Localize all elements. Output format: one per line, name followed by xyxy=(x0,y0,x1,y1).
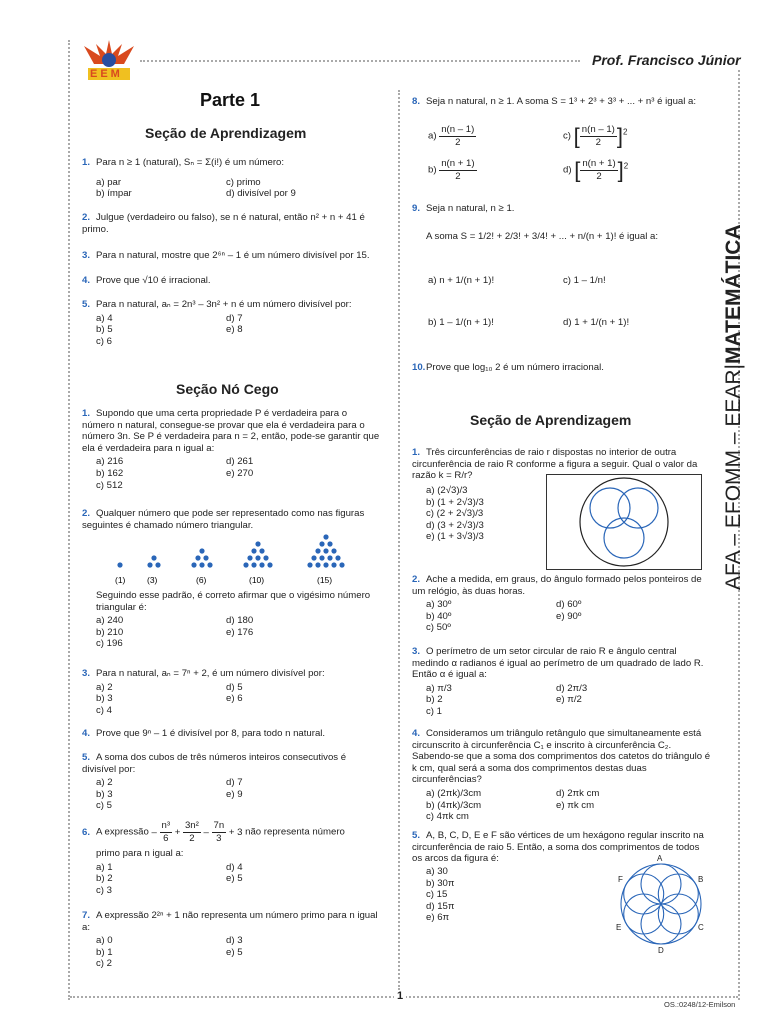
r-question-2: 2. Ache a medida, em graus, do ângulo formado pelos ponteiros de um relógio, às duas horas. a) 30º d) 60º b) 40º e) 90º c) 50º xyxy=(412,574,702,634)
nc-question-3: 3. Para n natural, aₙ = 7ⁿ + 2, é um número divisível por: a) 2 d) 5 b) 3 e) 6 c) 4 xyxy=(82,668,325,716)
vertex-d: D xyxy=(658,946,664,955)
three-circles-figure xyxy=(546,474,702,570)
nc-question-2: 2. Qualquer número que pode ser representado como nas figuras seguintes é chamado número triangular. xyxy=(82,508,365,531)
page-title: Parte 1 xyxy=(200,90,261,110)
tri-label-15: (15) xyxy=(317,575,333,585)
section-title-aprendizagem: Seção de Aprendizagem xyxy=(145,125,307,141)
question-2: 2. Julgue (verdadeiro ou falso), se n é natural, então n² + n + 41 é primo. xyxy=(82,212,365,235)
side-title-subject: MATEMÁTICA xyxy=(722,224,745,364)
nc-question-7: 7. A expressão 2²ⁿ + 1 não representa um número primo para n igual a: a) 0 d) 3 b) 1 e) 5 c) 2 xyxy=(82,910,378,970)
vertex-e: E xyxy=(616,923,622,932)
nc-question-6: 6. A expressão – $\frac{\text{n³}}{6}$ + $\frac{\text{3n²}}{2}$ – $\frac{7n}{3}$ + 3 não representa número primo para n igual a: a) 1 d) 4 b) 2 e) 5 c) 3 xyxy=(82,820,345,896)
tri-label-6: (6) xyxy=(196,575,207,585)
section-title-aprendizagem-2: Seção de Aprendizagem xyxy=(470,412,632,428)
nc-question-5: 5. A soma dos cubos de três números inteiros consecutivos é divisível por: a) 2 d) 7 b) 3 e) 9 c) 5 xyxy=(82,752,347,812)
tri-label-1: (1) xyxy=(115,575,126,585)
triangular-numbers-figure xyxy=(100,533,360,589)
left-border xyxy=(68,40,70,1000)
r-question-5-options: a) 30 b) 30π c) 15 d) 15π e) 6π xyxy=(426,866,455,924)
logo xyxy=(80,36,138,86)
question-5: 5. Para n natural, aₙ = 2n³ – 3n² + n é um número divisível por: a) 4 d) 7 b) 5 e) 8 c) 6 xyxy=(82,299,352,347)
question-8: 8. Seja n natural, n ≥ 1. A soma S = 1³ + 2³ + 3³ + ... + n³ é igual a: xyxy=(412,96,697,107)
r-question-5: 5. A, B, C, D, E e F são vértices de um hexágono regular inscrito na circunferência de raio 5. Então, a soma dos comprimentos de todos os arcos da figura é: xyxy=(412,830,704,865)
page-number: 1 xyxy=(394,990,406,1002)
question-4: 4. Prove que √10 é irracional. xyxy=(82,275,211,286)
header-rule xyxy=(140,60,580,62)
tri-label-3: (3) xyxy=(147,575,158,585)
side-title xyxy=(722,224,746,590)
nc-question-1: 1. Supondo que uma certa propriedade P é verdadeira para o número n natural, consegue-se provar que ela é verdadeira para o número 3n. Se P é verdadeira para n = 2, então, pode-se garantir que ela é verdadeira para n igual a: a) 216 d) 261 b) 162 e) 270 c) 512 xyxy=(82,408,380,491)
tri-label-10: (10) xyxy=(249,575,265,585)
nc-question-4: 4. Prove que 9ⁿ – 1 é divisível por 8, para todo n natural. xyxy=(82,728,326,739)
question-10: 10.Prove que log₁₀ 2 é um número irracional. xyxy=(412,362,604,373)
logo-text: EEM xyxy=(90,68,123,80)
vertex-f: F xyxy=(618,875,623,884)
nc-question-2-continued: Seguindo esse padrão, é correto afirmar que o vigésimo número triangular é: a) 240 d) 180 b) 210 e) 176 c) 196 xyxy=(96,590,371,650)
r-question-1-options: a) (2√3)/3 b) (1 + 2√3)/3 c) (2 + 2√3)/3 d) (3 + 2√3)/3 e) (1 + 3√3)/3 xyxy=(426,485,484,543)
expression-6: – $\frac{\text{n³}}{6}$ + $\frac{\text{3n²}}{2}$ – $\frac{7n}{3}$ + 3 xyxy=(151,820,246,844)
r-question-3: 3. O perímetro de um setor circular de raio R e ângulo central medindo α radianos é igual ao perímetro de um quadrado de lado R. Então α é igual a: a) π/3 d) 2π/3 b) 2 e) π/2 c) 1 xyxy=(412,646,704,717)
question-9-options: a) n + 1/(n + 1)! c) 1 – 1/n! b) 1 – 1/(n + 1)! d) 1 + 1/(n + 1)! xyxy=(428,275,630,328)
question-3: 3. Para n natural, mostre que 2⁶ⁿ – 1 é um número divisível por 15. xyxy=(82,250,370,261)
document-code: OS.:0248/12-Emilson xyxy=(664,1000,736,1009)
vertex-c: C xyxy=(698,923,704,932)
author-name: Prof. Francisco Júnior xyxy=(592,52,741,68)
r-question-1: 1. Três circunferências de raio r dispostas no interior de outra circunferência de raio R conforme a figura a seguir. Qual o valor da razão k = R/r? xyxy=(412,447,698,482)
r-question-4: 4. Consideramos um triângulo retângulo que simultaneamente está circunscrito à circunferência C₁ e inscrito à circunferência C₂. Sabendo-se que a soma dos comprimentos dos catetos do triângulo é k cm, qual será a soma dos comprimentos destas duas circunferências? a) (2πk)/3cm d) 2πk cm b) (4πk)/3cm e) πk cm c) 4πk cm xyxy=(412,728,711,823)
column-divider xyxy=(398,90,400,990)
question-1: 1. Para n ≥ 1 (natural), Sₙ = Σ(i!) é um número: a) par c) primo b) ímpar d) divisível por 9 xyxy=(82,157,296,200)
vertex-a: A xyxy=(657,854,663,863)
question-8-options: a) $\frac{n(n - 1)}{2}$ c) [ $\frac{n(n - 1)}{2}$ ]$^2$ b) $\frac{n(n + 1)}{2}$ d) [ $\frac{n(n + 1)}{2}$ ]$^2$ xyxy=(428,123,629,183)
question-9: 9. Seja n natural, n ≥ 1. A soma S = 1/2! + 2/3! + 3/4! + ... + n/(n + 1)! é igual a: xyxy=(412,203,658,242)
vertex-b: B xyxy=(698,875,704,884)
section-title-no-cego: Seção Nó Cego xyxy=(176,381,279,397)
side-title-exams: AFA – EFOMM – EEAR| xyxy=(722,363,745,590)
hexagon-arcs-figure xyxy=(606,852,716,956)
